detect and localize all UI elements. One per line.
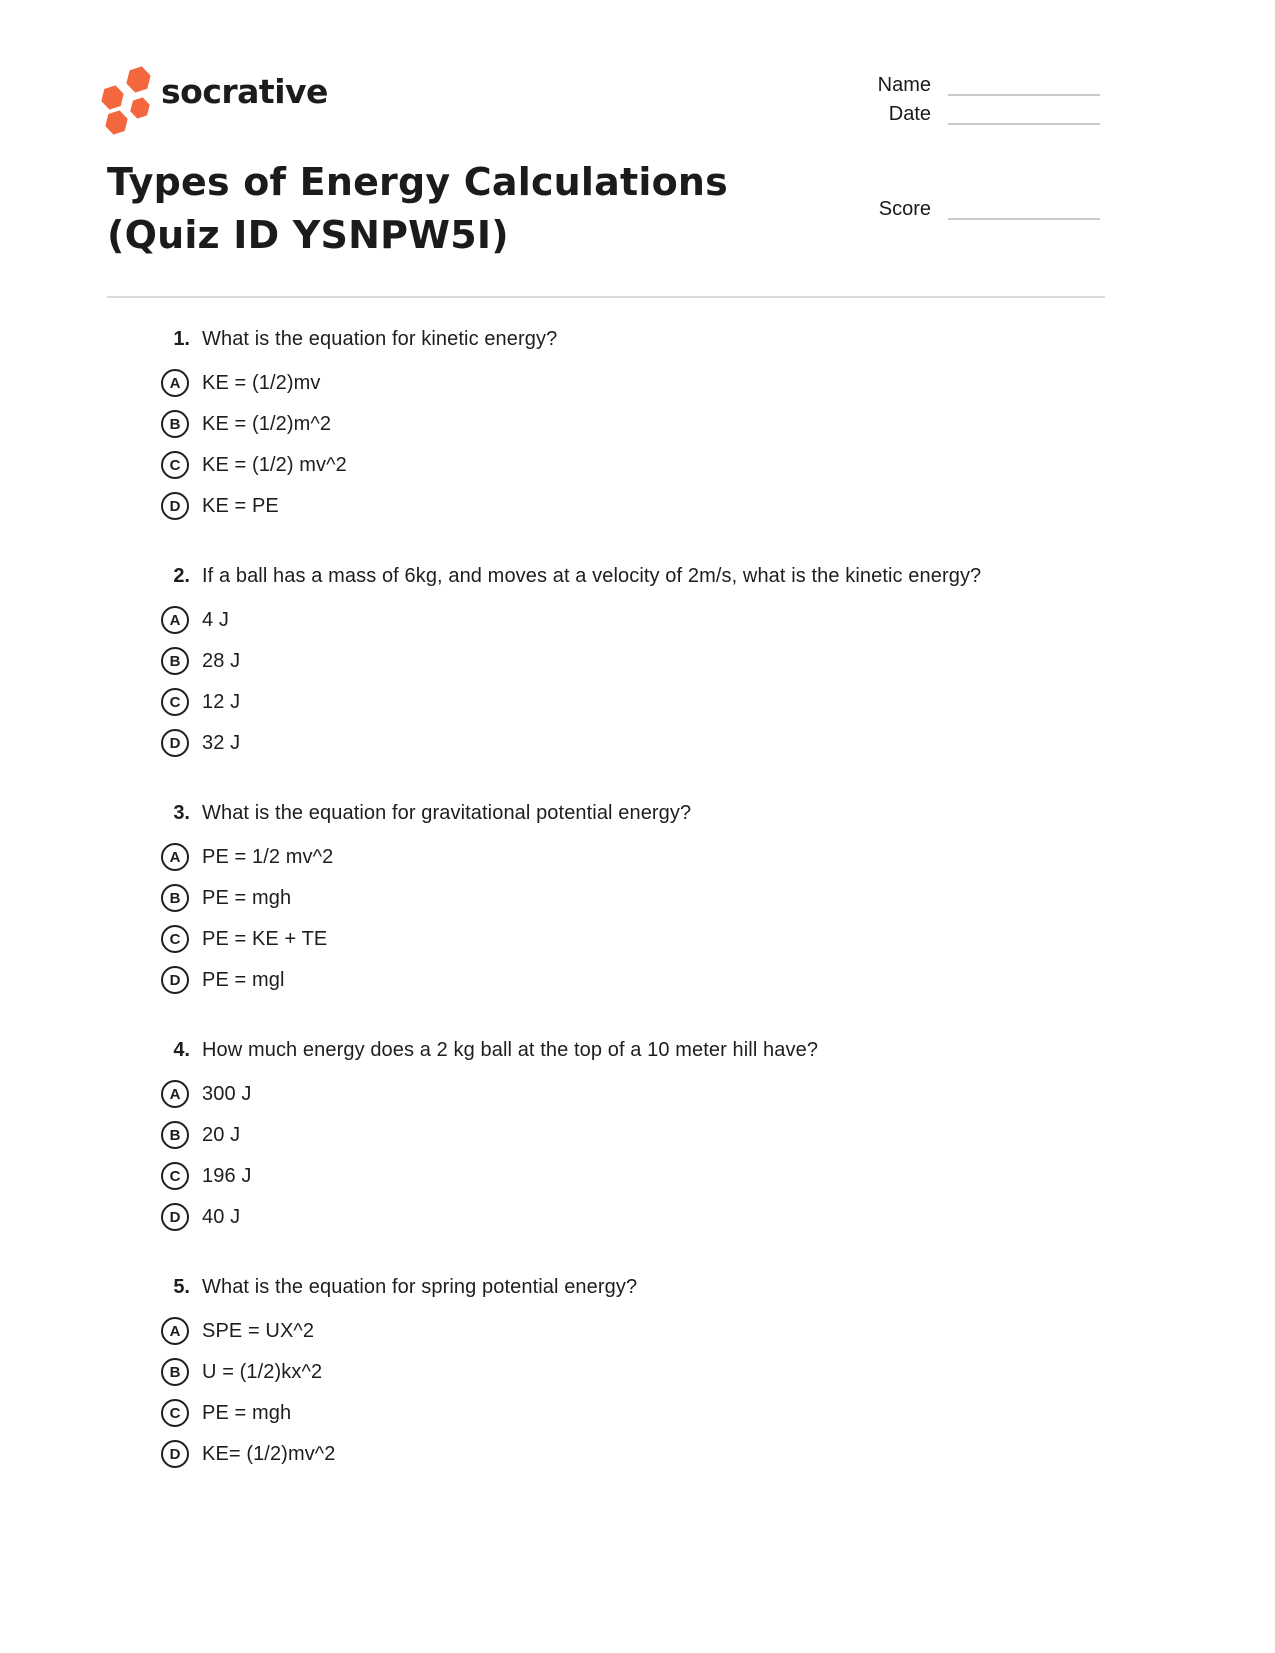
- answer-option-row: [161, 728, 1165, 758]
- answer-option-row: [161, 687, 1165, 717]
- question-number: 3.: [173, 802, 190, 824]
- score-field-row: [879, 198, 1100, 220]
- answer-option-row: [161, 1202, 1165, 1232]
- question-number: 2.: [173, 565, 190, 587]
- hexagon-icon: [102, 108, 130, 138]
- question-text: How much energy does a 2 kg ball at the top of a 10 meter hill have?: [202, 1039, 819, 1061]
- option-letter-bubble: D: [161, 729, 189, 757]
- name-blank-line: [948, 74, 1100, 96]
- option-letter-bubble: C: [161, 451, 189, 479]
- answer-option-row: [161, 491, 1165, 521]
- answer-option-row: [161, 883, 1165, 913]
- option-text: 4 J: [202, 608, 229, 631]
- answer-option-row: [161, 1120, 1165, 1150]
- date-label: Date: [888, 103, 931, 125]
- question-text: What is the equation for gravitational potential energy?: [202, 802, 692, 824]
- option-text: PE = mgh: [202, 886, 292, 909]
- answer-option-row: [161, 924, 1165, 954]
- option-letter-bubble: D: [161, 1440, 189, 1468]
- answer-option-row: [161, 368, 1165, 398]
- answer-option-row: [161, 1079, 1165, 1109]
- option-text: PE = mgh: [202, 1401, 292, 1424]
- option-letter-bubble: B: [161, 410, 189, 438]
- score-blank-line: [948, 198, 1100, 220]
- option-text: PE = 1/2 mv^2: [202, 845, 334, 868]
- name-label: Name: [877, 74, 931, 96]
- option-letter-bubble: B: [161, 1358, 189, 1386]
- options-list: [161, 605, 1165, 758]
- answer-option-row: [161, 1161, 1165, 1191]
- socrative-hexagons-icon: [100, 64, 154, 138]
- option-letter-bubble: C: [161, 1399, 189, 1427]
- hexagon-icon: [98, 83, 126, 113]
- options-list: [161, 368, 1165, 521]
- option-text: SPE = UX^2: [202, 1319, 315, 1342]
- question-block: [161, 802, 1165, 995]
- socrative-logo: [100, 64, 328, 138]
- option-text: 28 J: [202, 649, 241, 672]
- socrative-wordmark: socrative: [161, 72, 328, 111]
- option-text: 196 J: [202, 1164, 252, 1187]
- options-list: [161, 842, 1165, 995]
- question-block: [161, 565, 1165, 758]
- question-text: What is the equation for kinetic energy?: [202, 328, 558, 350]
- option-text: 40 J: [202, 1205, 241, 1228]
- answer-option-row: [161, 409, 1165, 439]
- question-row: [161, 1276, 1165, 1306]
- answer-option-row: [161, 1357, 1165, 1387]
- option-text: U = (1/2)kx^2: [202, 1360, 323, 1383]
- option-text: PE = KE + TE: [202, 927, 328, 950]
- question-row: [161, 1039, 1165, 1069]
- answer-option-row: [161, 646, 1165, 676]
- question-block: [161, 328, 1165, 521]
- page-title-line1: Types of Energy Calculations: [107, 160, 728, 204]
- option-text: 300 J: [202, 1082, 252, 1105]
- option-letter-bubble: A: [161, 1317, 189, 1345]
- question-text: What is the equation for spring potential energy?: [202, 1276, 638, 1298]
- option-text: KE= (1/2)mv^2: [202, 1442, 336, 1465]
- option-letter-bubble: A: [161, 1080, 189, 1108]
- answer-option-row: [161, 1439, 1165, 1469]
- option-letter-bubble: D: [161, 1203, 189, 1231]
- name-field-row: [878, 74, 1100, 96]
- answer-option-row: [161, 450, 1165, 480]
- option-letter-bubble: B: [161, 1121, 189, 1149]
- question-row: [161, 802, 1165, 832]
- hexagon-icon: [128, 95, 153, 121]
- question-row: [161, 328, 1165, 358]
- option-letter-bubble: B: [161, 884, 189, 912]
- question-text: If a ball has a mass of 6kg, and moves at a velocity of 2m/s, what is the kinetic energy?: [202, 565, 982, 587]
- score-label: Score: [878, 198, 931, 220]
- option-text: KE = (1/2) mv^2: [202, 453, 347, 476]
- option-text: PE = mgl: [202, 968, 285, 991]
- option-letter-bubble: C: [161, 925, 189, 953]
- option-letter-bubble: A: [161, 369, 189, 397]
- option-letter-bubble: B: [161, 647, 189, 675]
- options-list: [161, 1316, 1165, 1469]
- hexagon-icon: [123, 63, 154, 95]
- question-number: 5.: [173, 1276, 190, 1298]
- answer-option-row: [161, 1398, 1165, 1428]
- option-text: KE = PE: [202, 494, 279, 517]
- answer-option-row: [161, 842, 1165, 872]
- answer-option-row: [161, 605, 1165, 635]
- option-text: KE = (1/2)m^2: [202, 412, 332, 435]
- questions: [161, 328, 1165, 1513]
- option-letter-bubble: C: [161, 688, 189, 716]
- header-divider: [107, 296, 1105, 298]
- question-row: [161, 565, 1165, 595]
- answer-option-row: [161, 965, 1165, 995]
- question-block: [161, 1276, 1165, 1469]
- options-list: [161, 1079, 1165, 1232]
- answer-option-row: [161, 1316, 1165, 1346]
- question-number: 1.: [173, 328, 190, 350]
- question-block: [161, 1039, 1165, 1232]
- option-letter-bubble: C: [161, 1162, 189, 1190]
- option-letter-bubble: D: [161, 966, 189, 994]
- page-title: [107, 156, 827, 262]
- option-text: 12 J: [202, 690, 241, 713]
- question-number: 4.: [173, 1039, 190, 1061]
- option-text: 20 J: [202, 1123, 241, 1146]
- date-blank-line: [948, 103, 1100, 125]
- option-letter-bubble: D: [161, 492, 189, 520]
- option-text: 32 J: [202, 731, 241, 754]
- option-letter-bubble: A: [161, 606, 189, 634]
- option-text: KE = (1/2)mv: [202, 371, 321, 394]
- date-field-row: [889, 103, 1100, 125]
- option-letter-bubble: A: [161, 843, 189, 871]
- page-title-line2: (Quiz ID YSNPW5I): [107, 213, 509, 257]
